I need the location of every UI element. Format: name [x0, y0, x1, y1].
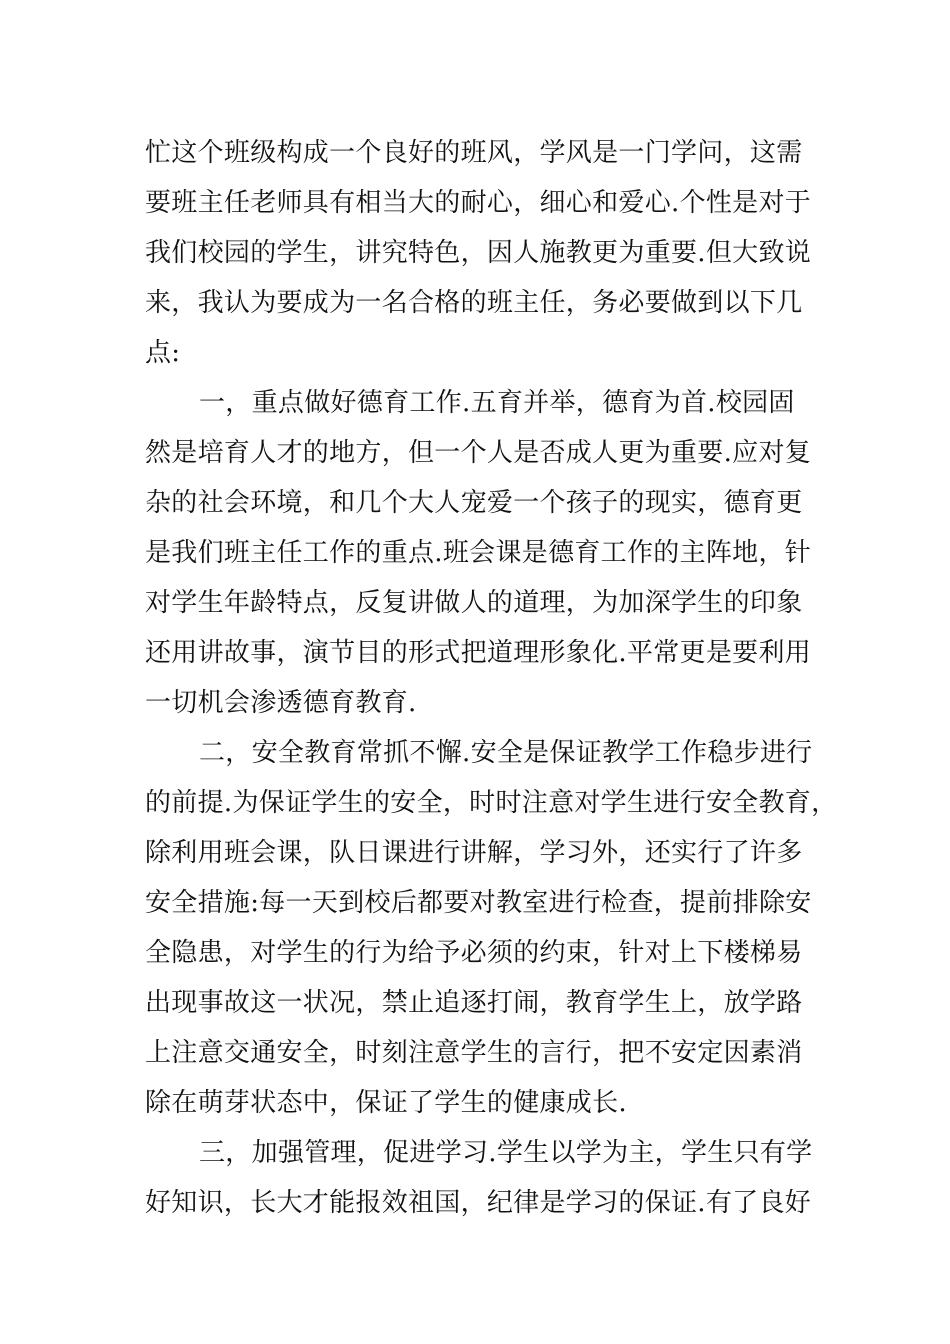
text-line: 来，我认为要成为一名合格的班主任，务必要做到以下几 — [145, 288, 803, 318]
text-line: 杂的社会环境，和几个大人宠爱一个孩子的现实，德育更 — [145, 488, 803, 518]
text-line: 要班主任老师具有相当大的耐心，细心和爱心.个性是对于 — [145, 188, 812, 218]
text-line: 好知识，长大才能报效祖国，纪律是学习的保证.有了良好 — [145, 1188, 812, 1218]
document-body — [145, 128, 838, 1228]
text-line: 然是培育人才的地方，但一个人是否成人更为重要.应对复 — [145, 438, 812, 468]
text-line: 是我们班主任工作的重点.班会课是德育工作的主阵地，针 — [145, 538, 812, 568]
paragraph-first-line: 三，加强管理，促进学习.学生以学为主，学生只有学 — [199, 1138, 813, 1168]
text-line: 我们校园的学生，讲究特色，因人施教更为重要.但大致说 — [145, 238, 812, 268]
text-line: 全隐患，对学生的行为给予必须的约束，针对上下楼梯易 — [145, 938, 803, 968]
text-line: 上注意交通安全，时刻注意学生的言行，把不安定因素消 — [145, 1038, 803, 1068]
text-line: 一切机会渗透德育教育. — [145, 688, 417, 718]
paragraph-first-line: 一，重点做好德育工作.五育并举，德育为首.校园固 — [199, 388, 795, 418]
text-line: 出现事故这一状况，禁止追逐打闹，教育学生上，放学路 — [145, 988, 803, 1018]
text-line: 除利用班会课，队日课进行讲解，学习外，还实行了许多 — [145, 838, 803, 868]
text-line: 除在萌芽状态中，保证了学生的健康成长. — [145, 1088, 627, 1118]
paragraph-first-line: 二，安全教育常抓不懈.安全是保证教学工作稳步进行 — [199, 738, 813, 768]
text-line: 安全措施:每一天到校后都要对教室进行检查，提前排除安 — [145, 888, 812, 918]
text-line: 还用讲故事，演节目的形式把道理形象化.平常更是要利用 — [145, 638, 812, 668]
text-line: 的前提.为保证学生的安全，时时注意对学生进行安全教育， — [145, 788, 838, 818]
text-line: 忙这个班级构成一个良好的班风，学风是一门学问，这需 — [145, 138, 803, 168]
text-line: 点: — [145, 338, 181, 368]
text-line: 对学生年龄特点，反复讲做人的道理，为加深学生的印象 — [145, 588, 803, 618]
